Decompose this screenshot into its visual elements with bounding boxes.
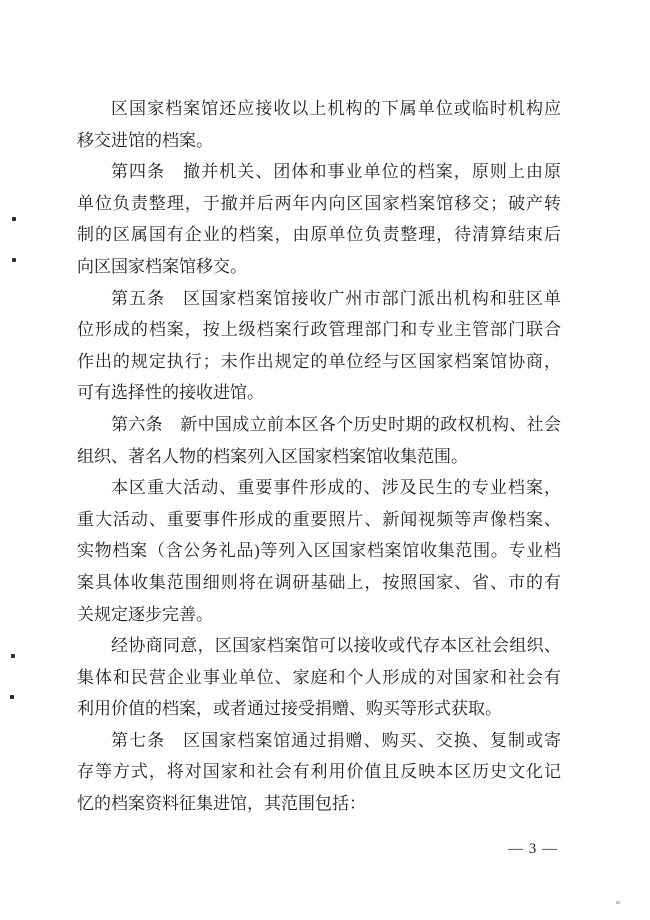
document-line: 向区国家档案馆移交。	[77, 256, 247, 276]
document-line: 作出的规定执行；未作出规定的单位经与区国家档案馆协商，	[77, 351, 561, 371]
document-line: 第七条 区国家档案馆通过捐赠、购买、交换、复制或寄	[111, 730, 561, 750]
scan-speck	[12, 217, 16, 221]
document-line: 关规定逐步完善。	[77, 604, 213, 624]
document-line: 位形成的档案，按上级档案行政管理部门和专业主管部门联合	[77, 320, 561, 340]
document-line: 组织、著名人物的档案列入区国家档案馆收集范围。	[77, 446, 468, 466]
document-line: 第五条 区国家档案馆接收广州市部门派出机构和驻区单	[111, 288, 561, 308]
document-line: 制的区属国有企业的档案，由原单位负责整理，待清算结束后	[77, 225, 561, 245]
document-line: 经协商同意，区国家档案馆可以接收或代存本区社会组织、	[111, 636, 561, 656]
document-line: 可有选择性的接收进馆。	[77, 383, 264, 403]
document-body	[77, 93, 561, 820]
document-line: 案具体收集范围细则将在调研基础上，按照国家、省、市的有	[77, 572, 561, 592]
document-line: 区国家档案馆还应接收以上机构的下属单位或临时机构应	[111, 99, 561, 118]
scan-speck	[10, 695, 14, 699]
document-line: 重大活动、重要事件形成的重要照片、新闻视频等声像档案、	[77, 509, 561, 529]
document-line: 本区重大活动、重要事件形成的、涉及民生的专业档案，	[111, 478, 561, 498]
document-line: 移交进馆的档案。	[77, 130, 213, 150]
document-line: 忆的档案资料征集进馆，其范围包括：	[77, 794, 366, 814]
document-line: 存等方式，将对国家和社会有利用价值且反映本区历史文化记	[77, 762, 561, 782]
document-line: 利用价值的档案，或者通过接受捐赠、购买等形式获取。	[77, 699, 502, 719]
scan-speck	[616, 901, 620, 904]
document-line: 集体和民营企业事业单位、家庭和个人形成的对国家和社会有	[77, 667, 561, 687]
scan-speck	[11, 654, 15, 658]
document-line: 第四条 撤并机关、团体和事业单位的档案，原则上由原	[111, 162, 561, 182]
scan-speck	[12, 258, 16, 262]
document-line: 单位负责整理，于撤并后两年内向区国家档案馆移交；破产转	[77, 193, 561, 213]
document-line: 实物档案（含公务礼品)等列入区国家档案馆收集范围。专业档	[77, 541, 561, 561]
document-line: 第六条 新中国成立前本区各个历史时期的政权机构、社会	[111, 414, 561, 434]
page-number: — 3 —	[508, 841, 558, 857]
